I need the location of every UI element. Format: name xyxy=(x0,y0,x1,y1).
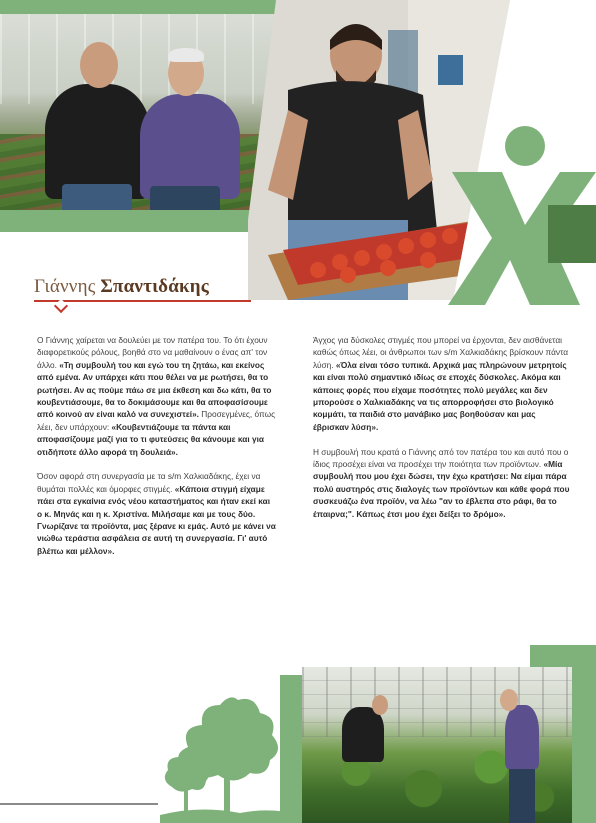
title-underline xyxy=(34,300,251,302)
son-head xyxy=(372,695,388,715)
son-head xyxy=(80,42,118,88)
father-figure xyxy=(140,94,240,199)
paragraph xyxy=(37,470,277,557)
green-side-bar xyxy=(572,645,596,823)
quote-text: «Όλα είναι τόσο τυπικά. Αρχικά μας πληρώνουν μετρητοίς και είναι πολύ σημαντικό ιδίως σε εποχές δύσκολες. Ακόμα και κάποιες φορές που είχαμε ποσότητες πολύ μεγάλες και δεν μπορούσε ο Χαλκιαδάκης να τις απορροφήσει στο βιολογικό κομμάτι, τα παιδιά στο μανάβικο μας βοηθούσαν και μας έβρισκαν λύση». xyxy=(313,359,567,432)
son-jeans xyxy=(62,184,132,210)
paragraph xyxy=(313,446,573,520)
title-last-name: Σπαντιδάκης xyxy=(100,276,209,297)
article-title xyxy=(34,276,209,298)
son-figure xyxy=(342,707,384,762)
paragraph xyxy=(313,334,573,433)
father-jeans xyxy=(509,765,535,823)
son-figure xyxy=(45,84,150,199)
body-text: Προσεγμένες, όπως λέει, δεν υπάρχουν: xyxy=(37,409,276,432)
body-text: Η συμβουλή που κρατά ο Γιάννης από τον πατέρα του και αυτό που ο ίδιος προσέχει είναι να προσέχει την ποιότητα των προϊόντων. xyxy=(313,446,569,470)
dark-green-block xyxy=(548,205,596,263)
paragraph xyxy=(37,334,277,458)
quote-text: «Τη συμβουλή του και εγώ του τη ζητάω, και εκείνος από εμένα. Αν υπάρχει κάτι που θέλει να με ρωτήσει, θα το ρωτήσει. Αν ας πούμε πάω σε μια έκθεση και δω κάτι, θα το κουβεντιάσουμε, θα το δοκιμάσουμε και θα αποφασίσουμε από κοινού αν είναι καλό να συνεχιστεί». xyxy=(37,359,272,420)
body-text: Όσον αφορά στη συνεργασία με τα s/m Χαλκιαδάκης, έχει να θυμάται πολλές και όμορφες στιγμές. xyxy=(37,471,261,494)
quote-text: «Κουβεντιάζουμε τα πάντα και αποφασίζουμε μαζί για το τι φυτεύσεις θα κάνουμε και για οτιδήποτε άλλο αφορά τη δουλειά». xyxy=(37,421,264,457)
body-text: Άγχος για δύσκολες στιγμές που μπορεί να έρχονται, δεν αισθάνεται καθώς όπως λέει, οι άνθρωποι των s/m Χαλκιαδάκης βρίσκουν πάντα λύση. xyxy=(313,335,569,370)
left-text-column xyxy=(37,334,277,570)
title-first-name: Γιάννης xyxy=(34,276,96,297)
quote-text: «Μία συμβουλή που μου έχει δώσει, την έχω κρατήσει: Να είμαι πάρα πολύ αυστηρός στις διαλογές των προϊόντων και κάθε φορά που συσκευάζω ένα προϊόν, να λέω "αν το έβλεπα στο ράφι, θα το έπαιρνα;". Κάπως έτσι μου έχει δείξει το δρόμο». xyxy=(313,459,570,519)
green-accent-bar xyxy=(0,210,265,232)
greenhouse-bottom-photo xyxy=(302,667,572,823)
father-jeans xyxy=(150,186,220,210)
father-hair xyxy=(168,48,204,62)
tree-silhouette-illustration xyxy=(160,665,302,823)
body-text: Ο Γιάννης χαίρεται να δουλεύει με τον πατέρα του. Το ότι έχουν διαφορετικούς ρόλους, βοηθά στο να μαθαίνουν ο ένας απ' τον άλλο. xyxy=(37,335,268,370)
right-text-column xyxy=(313,334,573,532)
quote-text: «Κάποια στιγμή είχαμε πάει στα εγκαίνια ενός νέου καταστήματος και ήταν εκεί και ο κ. Μηνάς και η κ. Χριστίνα. Μιλήσαμε και με τους δύο. Γνωρίζανε τα προϊόντα, μας ξέρανε κι εμάς. Αυτό με κάνει να νιώθω τεράστια ασφάλεια σε αυτή τη συνεργασία. Γι' αυτό βλέπω και μέλλον». xyxy=(37,483,276,556)
bottom-rule xyxy=(0,803,158,805)
father-head xyxy=(500,689,518,711)
father-figure xyxy=(505,705,539,769)
